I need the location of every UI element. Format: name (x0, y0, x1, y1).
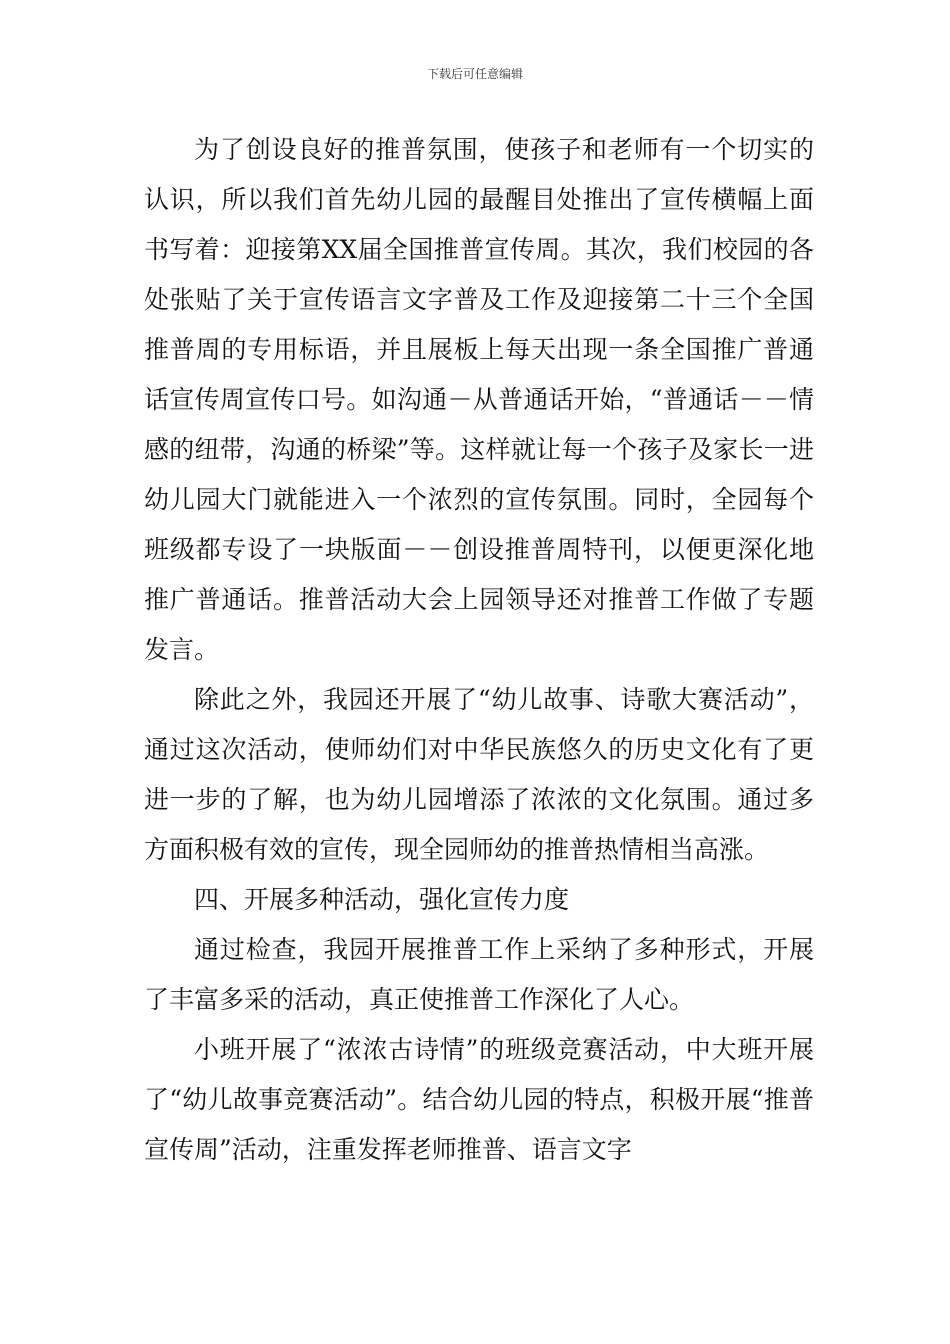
paragraph-activities: 小班开展了“浓浓古诗情”的班级竞赛活动，中大班开展了“幼儿故事竞赛活动”。结合幼儿园的特点，积极开展“推普宣传周”活动，注重发挥老师推普、语言文字 (144, 1035, 814, 1164)
paragraph-publicity: 为了创设良好的推普氛围，使孩子和老师有一个切实的认识，所以我们首先幼儿园的最醒目处推出了宣传横幅上面书写着：迎接第XX届全国推普宣传周。其次，我们校园的各处张贴了关于宣传语言文字普及工作及迎接第二十三个全国推普周的专用标语，并且展板上每天出现一条全国推广普通话宣传周宣传口号。如沟通－从普通话开始，“普通话－－情感的纽带，沟通的桥梁”等。这样就让每一个孩子及家长一进幼儿园大门就能进入一个浓烈的宣传氛围。同时，全园每个班级都专设了一块版面－－创设推普周特刊，以便更深化地推广普通话。推普活动大会上园领导还对推普工作做了专题发言。 (144, 135, 814, 664)
page-header-note: 下载后可任意编辑 (426, 67, 523, 81)
section-heading: 四、开展多种活动，强化宣传力度 (194, 885, 570, 914)
paragraph-competition: 除此之外，我园还开展了“幼儿故事、诗歌大赛活动”，通过这次活动，使师幼们对中华民族悠久的历史文化有了更进一步的了解，也为幼儿园增添了浓浓的文化氛围。通过多方面积极有效的宣传，现全园师幼的推普热情相当高涨。 (144, 685, 814, 864)
document-body (144, 125, 814, 1175)
paragraph-inspection: 通过检查，我园开展推普工作上采纳了多种形式，开展了丰富多采的活动，真正使推普工作深化了人心。 (144, 935, 814, 1014)
